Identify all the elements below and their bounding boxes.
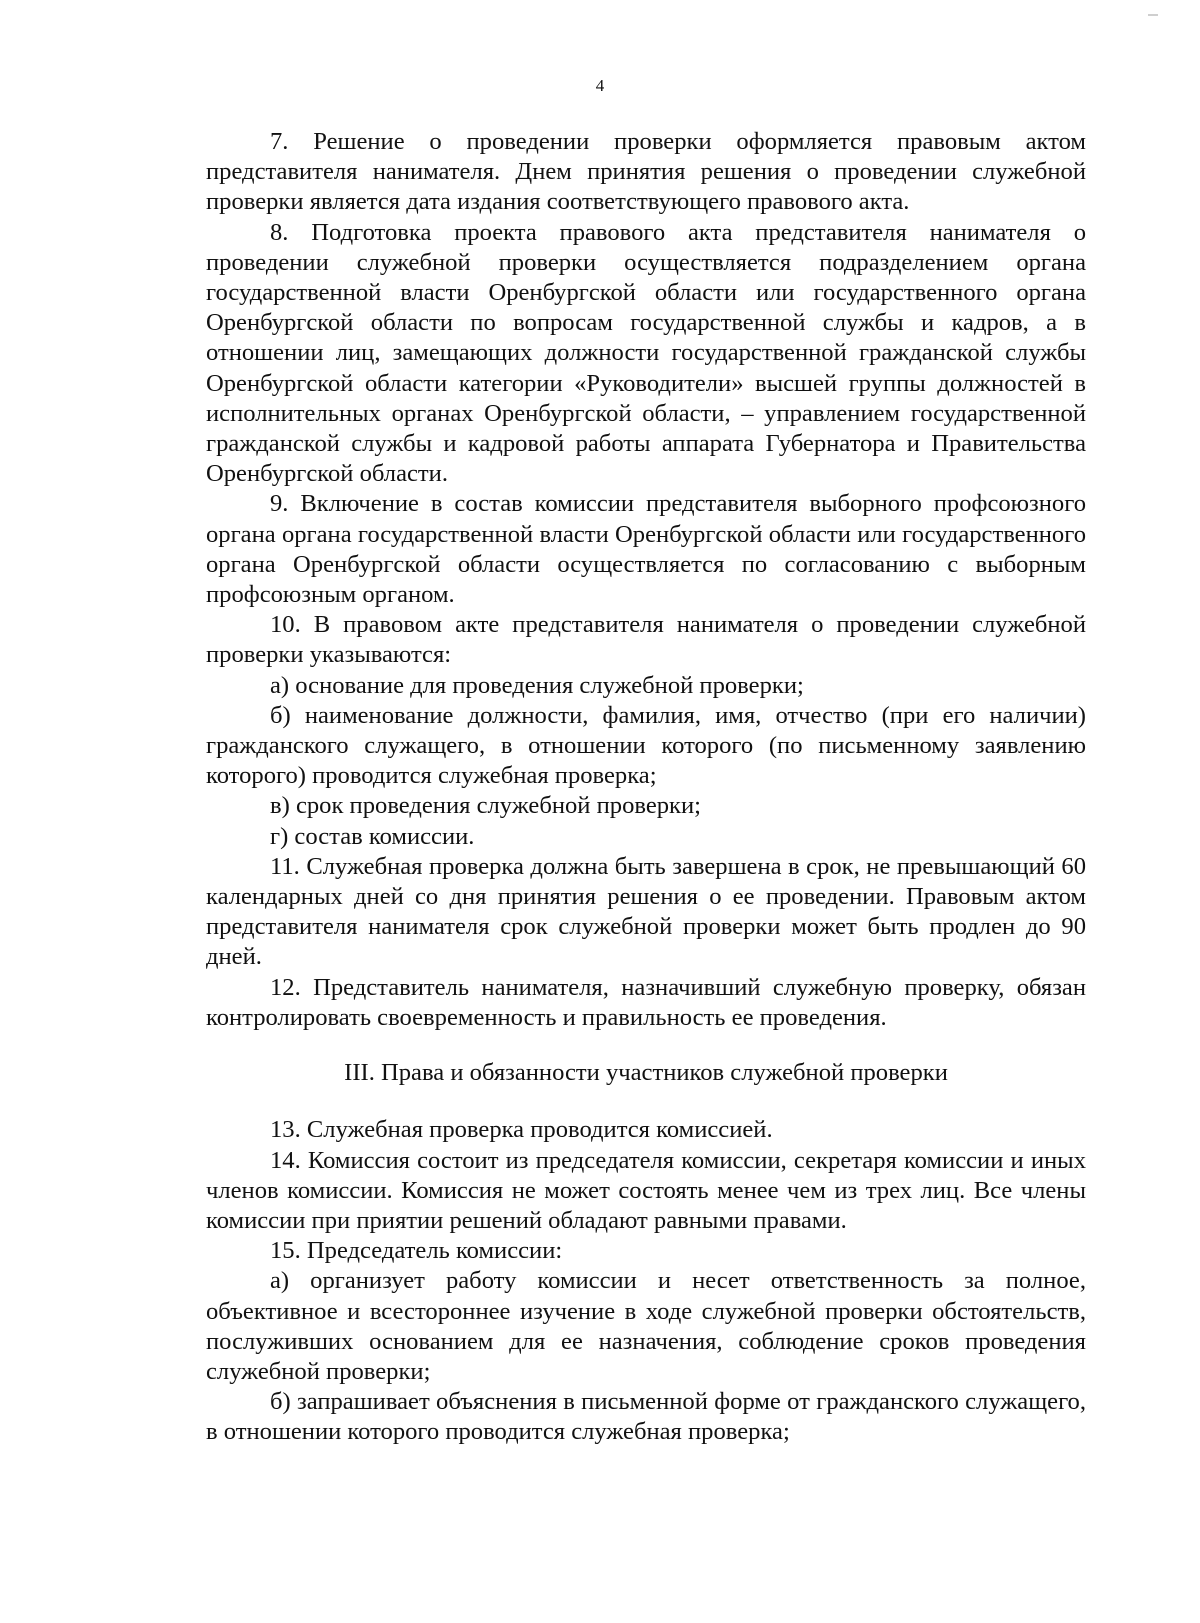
paragraph-9: 9. Включение в состав комиссии представителя выборного профсоюзного органа органа государственной власти Оренбургской области или государственного органа Оренбургской области осуществляется по согласованию с выборным профсоюзным органом. — [206, 490, 1086, 609]
list-item-10b: б) наименование должности, фамилия, имя, отчество (при его наличии) гражданского служащего, в отношении которого (по письменному заявлению которого) проводится служебная проверка; — [206, 701, 1086, 790]
section-heading: III. Права и обязанности участников служебной проверки — [344, 1059, 948, 1087]
list-item-15a: а) организует работу комиссии и несет ответственность за полное, объективное и всестороннее изучение в ходе служебной проверки обстоятельств, послуживших основанием для ее назначения, соблюдение сроков проведения служебной проверки; — [206, 1267, 1086, 1385]
paragraph-8: 8. Подготовка проекта правового акта представителя нанимателя о проведении служебной проверки осуществляется подразделением органа государственной власти Оренбургской области или государственного органа Оренбургской области по вопросам государственной службы и кадров, а в отношении лиц, замещающих должности государственной гражданской службы Оренбургской области категории «Руководители» высшей группы должностей в исполнительных органах Оренбургской области, – управлением государственной гражданской службы и кадровой работы аппарата Губернатора и Правительства Оренбургской области. — [206, 218, 1086, 488]
paragraph-15: 15. Председатель комиссии: — [270, 1237, 563, 1265]
document-body — [206, 127, 1086, 1448]
paragraph-7: 7. Решение о проведении проверки оформляется правовым актом представителя нанимателя. Днем принятия решения о проведении служебной проверки является дата издания соответствующего правового акта. — [206, 128, 1086, 216]
paragraph-14: 14. Комиссия состоит из председателя комиссии, секретаря комиссии и иных членов комиссии. Комиссия не может состоять менее чем из трех лиц. Все члены комиссии при приятии решений обладают равными правами. — [206, 1146, 1086, 1234]
list-item-10a: а) основание для проведения служебной проверки; — [270, 671, 804, 699]
page-number: 4 — [595, 76, 605, 95]
list-item-10d: г) состав комиссии. — [270, 822, 475, 850]
paragraph-13: 13. Служебная проверка проводится комиссией. — [270, 1116, 773, 1144]
scan-artifact-mark — [1148, 14, 1158, 16]
list-item-15b: б) запрашивает объяснения в письменной форме от гражданского служащего, в отношении которого проводится служебная проверка; — [206, 1388, 1086, 1446]
paragraph-12: 12. Представитель нанимателя, назначивший служебную проверку, обязан контролировать своевременность и правильность ее проведения. — [206, 973, 1086, 1031]
paragraph-10: 10. В правовом акте представителя нанимателя о проведении служебной проверки указываются: — [206, 611, 1086, 669]
list-item-10c: в) срок проведения служебной проверки; — [270, 792, 701, 820]
paragraph-11: 11. Служебная проверка должна быть завершена в срок, не превышающий 60 календарных дней со дня принятия решения о ее проведении. Правовым актом представителя нанимателя срок служебной проверки может быть продлен до 90 дней. — [206, 852, 1086, 971]
